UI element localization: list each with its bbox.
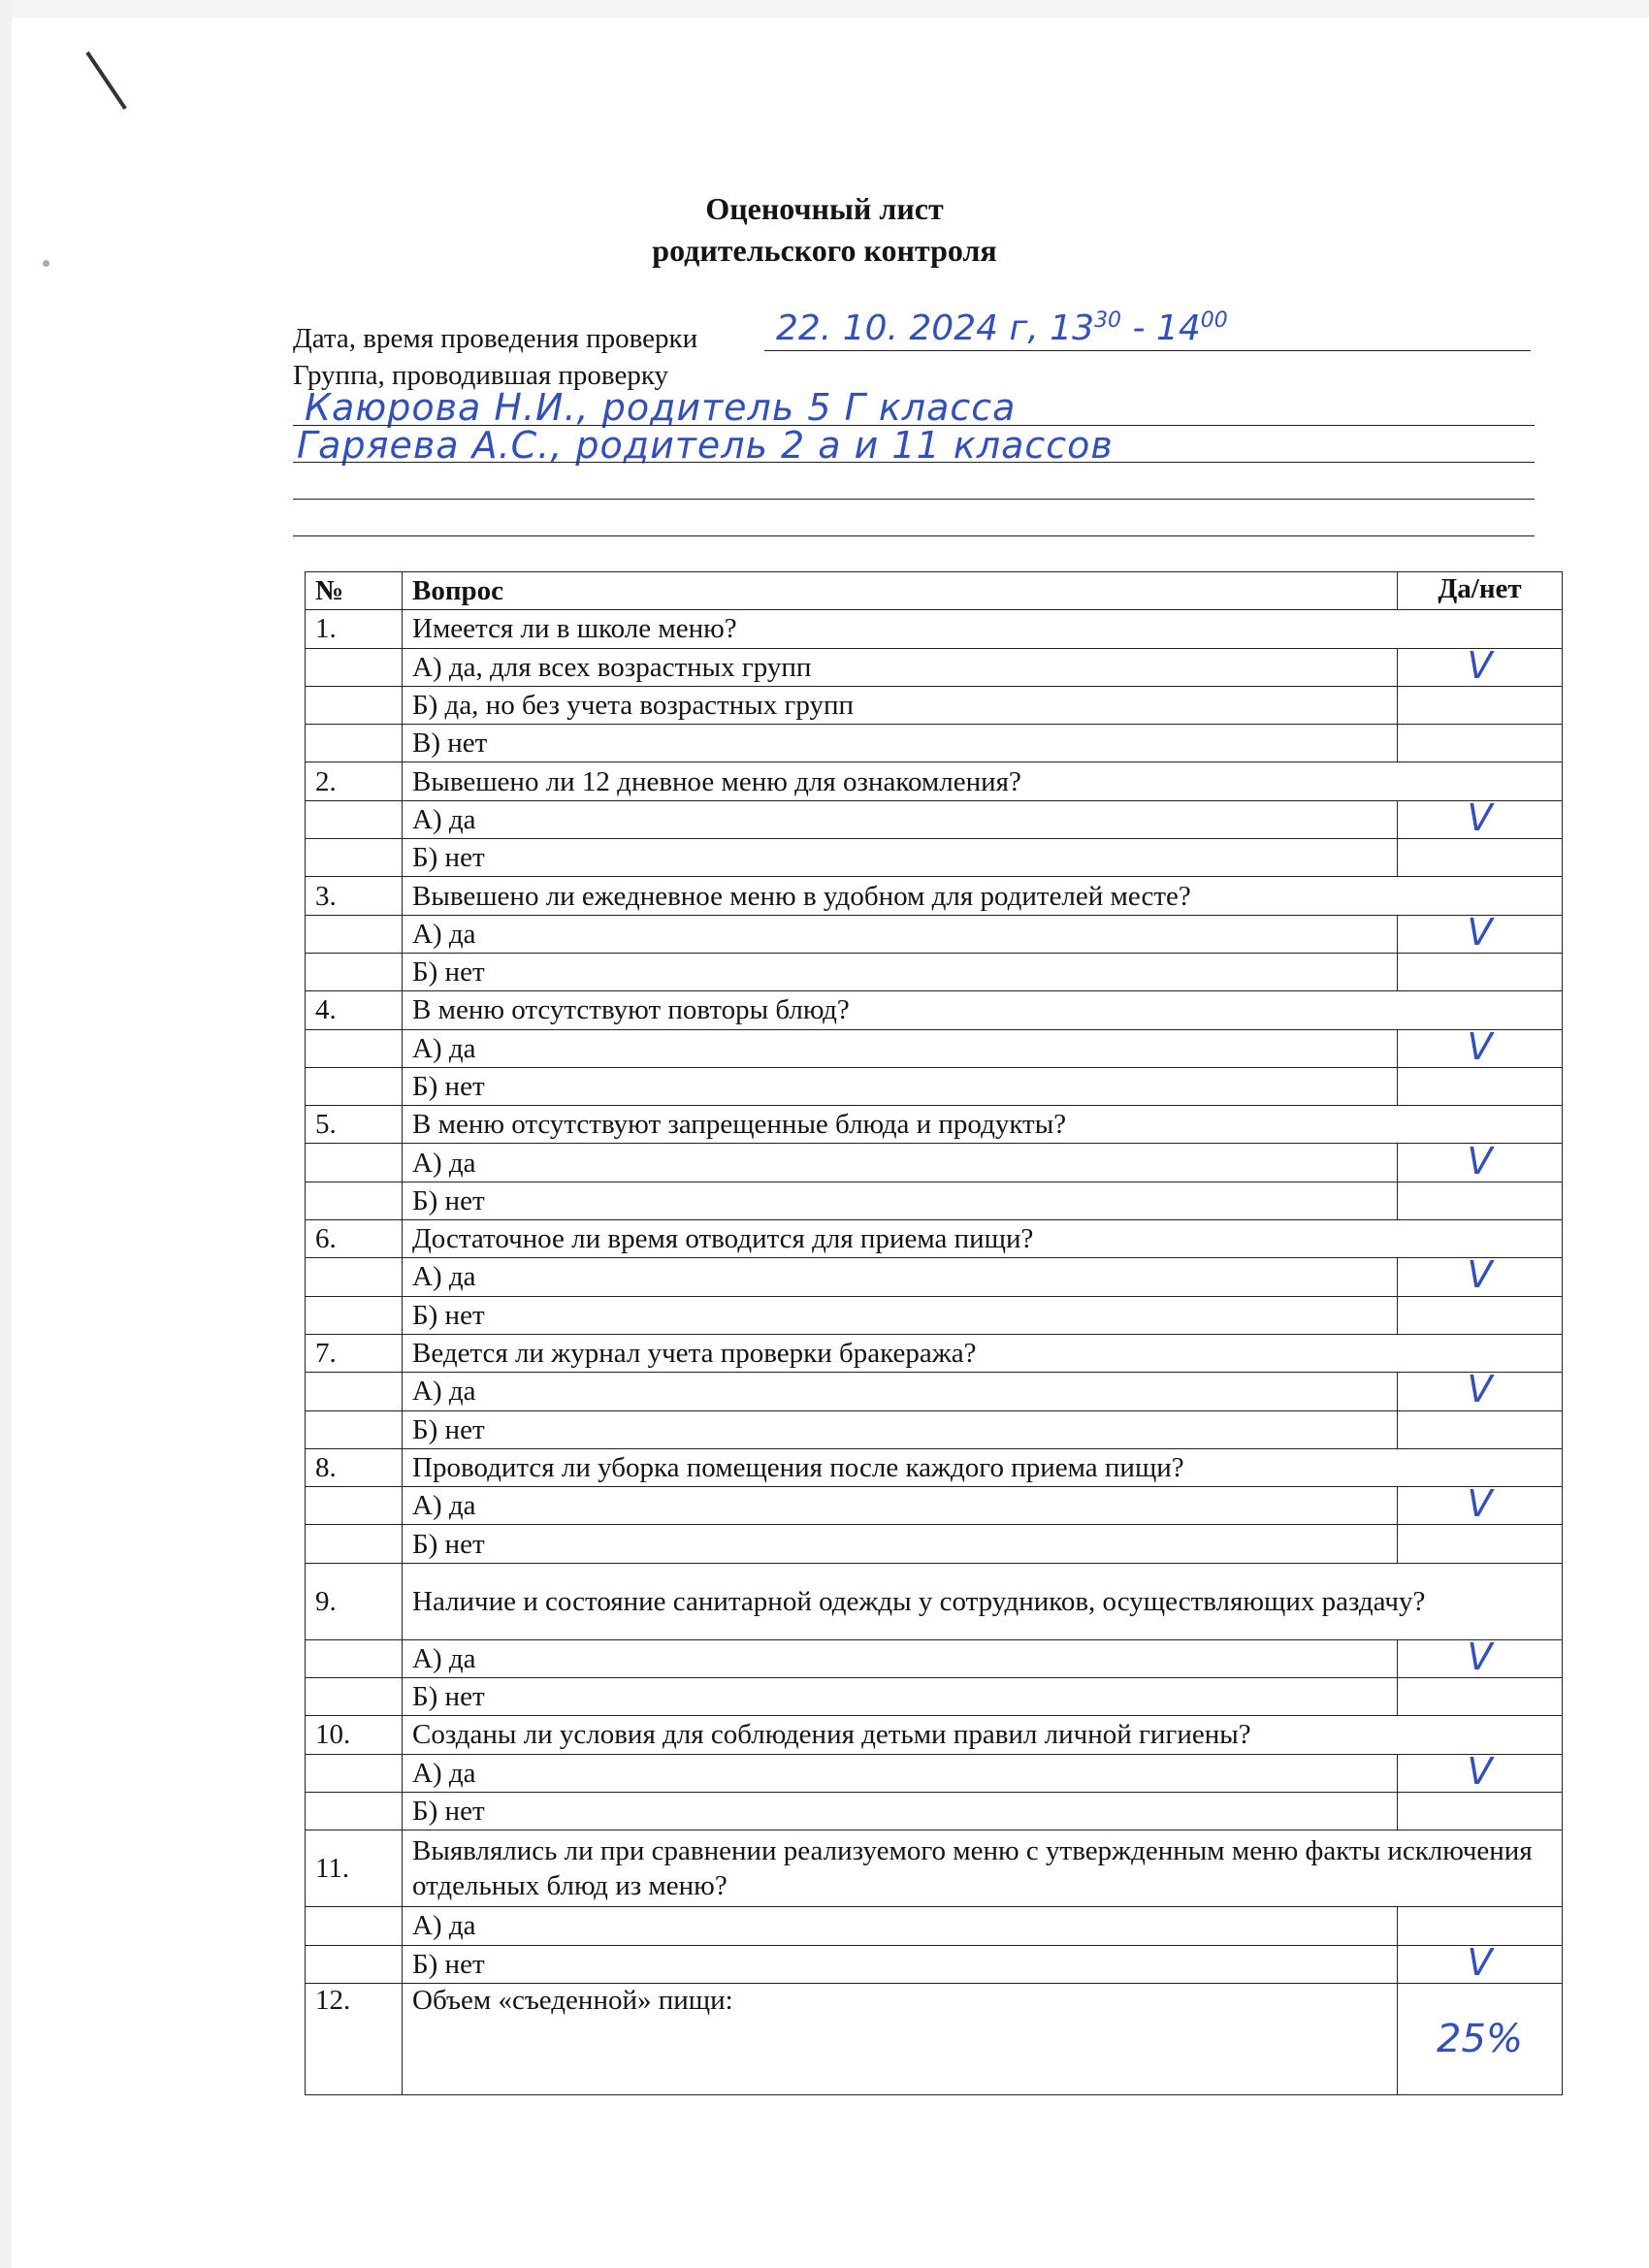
- question-text: В меню отсутствуют запрещенные блюда и продукты?: [403, 1106, 1563, 1144]
- table-body: [306, 610, 1563, 2095]
- question-text: Ведется ли журнал учета проверки бракеража?: [403, 1334, 1563, 1372]
- option-row: [306, 1373, 1563, 1410]
- question-row: [306, 610, 1563, 648]
- option-row: [306, 648, 1563, 686]
- answer-cell: [1398, 648, 1563, 686]
- handwritten-check-mark: V: [1467, 1029, 1493, 1068]
- option-text: Б) нет: [403, 1945, 1398, 1983]
- time-from-minutes: 30: [1094, 308, 1122, 333]
- page-title-line2: родительского контроля: [652, 233, 997, 268]
- group-line-4: [293, 535, 1535, 536]
- option-text: Б) да, но без учета возрастных групп: [403, 686, 1398, 724]
- option-row: [306, 953, 1563, 990]
- option-row: [306, 1792, 1563, 1830]
- answer-cell: [1398, 1487, 1563, 1525]
- row-number: 8.: [306, 1448, 403, 1486]
- date-handwritten: [776, 308, 1228, 348]
- scan-left-edge: [0, 0, 12, 2268]
- option-row: [306, 1296, 1563, 1334]
- handwritten-check-mark: V: [1467, 1143, 1493, 1183]
- pen-stroke-mark: [85, 51, 126, 110]
- question-text: Вывешено ли 12 дневное меню для ознакомления?: [403, 762, 1563, 800]
- option-row: [306, 1258, 1563, 1296]
- row-number: [306, 1182, 403, 1219]
- option-row: [306, 839, 1563, 877]
- handwritten-check-mark: V: [1467, 915, 1493, 954]
- row-number: 12.: [306, 1983, 403, 2094]
- answer-cell: [1398, 1067, 1563, 1105]
- checklist-table: [305, 571, 1563, 2095]
- answer-cell: [1398, 1678, 1563, 1716]
- option-text: Б) нет: [403, 1296, 1398, 1334]
- question-row: [306, 1716, 1563, 1754]
- row-number: 4.: [306, 991, 403, 1029]
- question-text: Проводится ли уборка помещения после каждого приема пищи?: [403, 1448, 1563, 1486]
- question-row: [306, 877, 1563, 915]
- row-number: [306, 686, 403, 724]
- row-number: [306, 1907, 403, 1945]
- option-text: Б) нет: [403, 1525, 1398, 1563]
- option-text: А) да: [403, 1029, 1398, 1067]
- answer-cell: [1398, 1029, 1563, 1067]
- option-row: [306, 1410, 1563, 1448]
- question-text: Имеется ли в школе меню?: [403, 610, 1563, 648]
- question-text: Объем «съеденной» пищи:: [403, 1983, 1398, 2094]
- question-row: [306, 991, 1563, 1029]
- answer-cell: [1398, 1639, 1563, 1677]
- row-number: 10.: [306, 1716, 403, 1754]
- question-row: [306, 1106, 1563, 1144]
- option-row: [306, 1067, 1563, 1105]
- option-row: [306, 1029, 1563, 1067]
- option-text: А) да: [403, 1258, 1398, 1296]
- eaten-percent-handwritten: 25%: [1437, 2016, 1523, 2061]
- question-row: [306, 1831, 1563, 1907]
- group-line-3: [293, 499, 1535, 500]
- question-row: [306, 1983, 1563, 2094]
- handwritten-check-mark: V: [1467, 1372, 1493, 1411]
- answer-cell: [1398, 953, 1563, 990]
- row-number: 6.: [306, 1220, 403, 1258]
- option-text: А) да: [403, 1907, 1398, 1945]
- answer-cell: [1398, 839, 1563, 877]
- row-number: [306, 1945, 403, 1983]
- option-text: Б) нет: [403, 1410, 1398, 1448]
- option-row: [306, 1678, 1563, 1716]
- header-question: Вопрос: [403, 572, 1398, 610]
- question-text: В меню отсутствуют повторы блюд?: [403, 991, 1563, 1029]
- handwritten-check-mark: V: [1467, 1486, 1493, 1525]
- option-text: Б) нет: [403, 953, 1398, 990]
- option-text: Б) нет: [403, 839, 1398, 877]
- question-text: Выявлялись ли при сравнении реализуемого меню с утвержденным меню факты исключения отдельных блюд из меню?: [403, 1831, 1563, 1907]
- question-text: Достаточное ли время отводится для приема пищи?: [403, 1220, 1563, 1258]
- option-text: А) да: [403, 1373, 1398, 1410]
- row-number: 1.: [306, 610, 403, 648]
- row-number: 11.: [306, 1831, 403, 1907]
- row-number: [306, 1754, 403, 1792]
- row-number: [306, 1525, 403, 1563]
- row-number: [306, 915, 403, 953]
- option-text: А) да: [403, 1144, 1398, 1182]
- option-row: [306, 1639, 1563, 1677]
- handwritten-check-mark: V: [1467, 648, 1493, 687]
- option-row: [306, 1144, 1563, 1182]
- question-row: [306, 1334, 1563, 1372]
- option-text: В) нет: [403, 725, 1398, 762]
- row-number: 7.: [306, 1334, 403, 1372]
- question-row: [306, 1220, 1563, 1258]
- row-number: [306, 800, 403, 838]
- option-row: [306, 1907, 1563, 1945]
- option-row: [306, 1945, 1563, 1983]
- handwritten-check-mark: V: [1467, 1945, 1493, 1984]
- row-number: 5.: [306, 1106, 403, 1144]
- date-underline: [764, 350, 1531, 351]
- row-number: [306, 1067, 403, 1105]
- option-row: [306, 915, 1563, 953]
- question-row: [306, 762, 1563, 800]
- option-row: [306, 1182, 1563, 1219]
- option-text: А) да: [403, 800, 1398, 838]
- option-text: А) да: [403, 915, 1398, 953]
- option-row: [306, 800, 1563, 838]
- answer-cell: [1398, 1525, 1563, 1563]
- answer-cell: [1398, 1754, 1563, 1792]
- answer-cell: [1398, 1792, 1563, 1830]
- answer-cell: [1398, 1983, 1563, 2094]
- answer-cell: [1398, 1373, 1563, 1410]
- row-number: [306, 1373, 403, 1410]
- row-number: [306, 1296, 403, 1334]
- row-number: [306, 725, 403, 762]
- row-number: [306, 1144, 403, 1182]
- time-to: - 14: [1132, 308, 1201, 348]
- table-header-row: [306, 572, 1563, 610]
- question-row: [306, 1563, 1563, 1639]
- question-text: Созданы ли условия для соблюдения детьми правил личной гигиены?: [403, 1716, 1563, 1754]
- group-member-2: Гаряева А.С., родитель 2 а и 11 классов: [297, 424, 1114, 467]
- row-number: 2.: [306, 762, 403, 800]
- option-text: А) да: [403, 1639, 1398, 1677]
- row-number: [306, 1792, 403, 1830]
- answer-cell: [1398, 1182, 1563, 1219]
- row-number: [306, 1029, 403, 1067]
- date-value: 22. 10. 2024 г, 13: [776, 308, 1095, 348]
- row-number: [306, 1410, 403, 1448]
- answer-cell: [1398, 1410, 1563, 1448]
- row-number: [306, 648, 403, 686]
- option-text: А) да: [403, 1754, 1398, 1792]
- answer-cell: [1398, 800, 1563, 838]
- answer-cell: [1398, 1907, 1563, 1945]
- row-number: [306, 953, 403, 990]
- handwritten-check-mark: V: [1467, 1754, 1493, 1793]
- time-to-minutes: 00: [1200, 308, 1228, 333]
- row-number: 9.: [306, 1563, 403, 1639]
- row-number: [306, 1678, 403, 1716]
- option-row: [306, 725, 1563, 762]
- option-row: [306, 1754, 1563, 1792]
- option-text: Б) нет: [403, 1182, 1398, 1219]
- group-label: Группа, проводившая проверку: [293, 360, 668, 391]
- header-num: №: [306, 572, 403, 610]
- option-text: Б) нет: [403, 1678, 1398, 1716]
- row-number: [306, 839, 403, 877]
- group-member-1: Каюрова Н.И., родитель 5 Г класса: [305, 386, 1017, 429]
- option-row: [306, 1487, 1563, 1525]
- group-line-2: [293, 462, 1535, 463]
- option-text: А) да, для всех возрастных групп: [403, 648, 1398, 686]
- row-number: [306, 1487, 403, 1525]
- row-number: 3.: [306, 877, 403, 915]
- option-text: Б) нет: [403, 1067, 1398, 1105]
- date-label: Дата, время проведения проверки: [293, 323, 698, 354]
- question-text: Вывешено ли ежедневное меню в удобном для родителей месте?: [403, 877, 1563, 915]
- row-number: [306, 1258, 403, 1296]
- option-text: Б) нет: [403, 1792, 1398, 1830]
- answer-cell: [1398, 915, 1563, 953]
- scan-top-edge: [0, 0, 1649, 17]
- option-row: [306, 686, 1563, 724]
- option-text: А) да: [403, 1487, 1398, 1525]
- answer-cell: [1398, 686, 1563, 724]
- answer-cell: [1398, 1945, 1563, 1983]
- option-row: [306, 1525, 1563, 1563]
- handwritten-check-mark: V: [1467, 1639, 1493, 1678]
- answer-cell: [1398, 1144, 1563, 1182]
- handwritten-check-mark: V: [1467, 1257, 1493, 1297]
- question-text: Наличие и состояние санитарной одежды у сотрудников, осуществляющих раздачу?: [403, 1563, 1563, 1639]
- answer-cell: [1398, 1296, 1563, 1334]
- question-row: [306, 1448, 1563, 1486]
- handwritten-check-mark: V: [1467, 800, 1493, 839]
- answer-cell: [1398, 725, 1563, 762]
- page-title-line1: Оценочный лист: [705, 191, 944, 226]
- answer-cell: [1398, 1258, 1563, 1296]
- header-answer: Да/нет: [1398, 572, 1563, 610]
- row-number: [306, 1639, 403, 1677]
